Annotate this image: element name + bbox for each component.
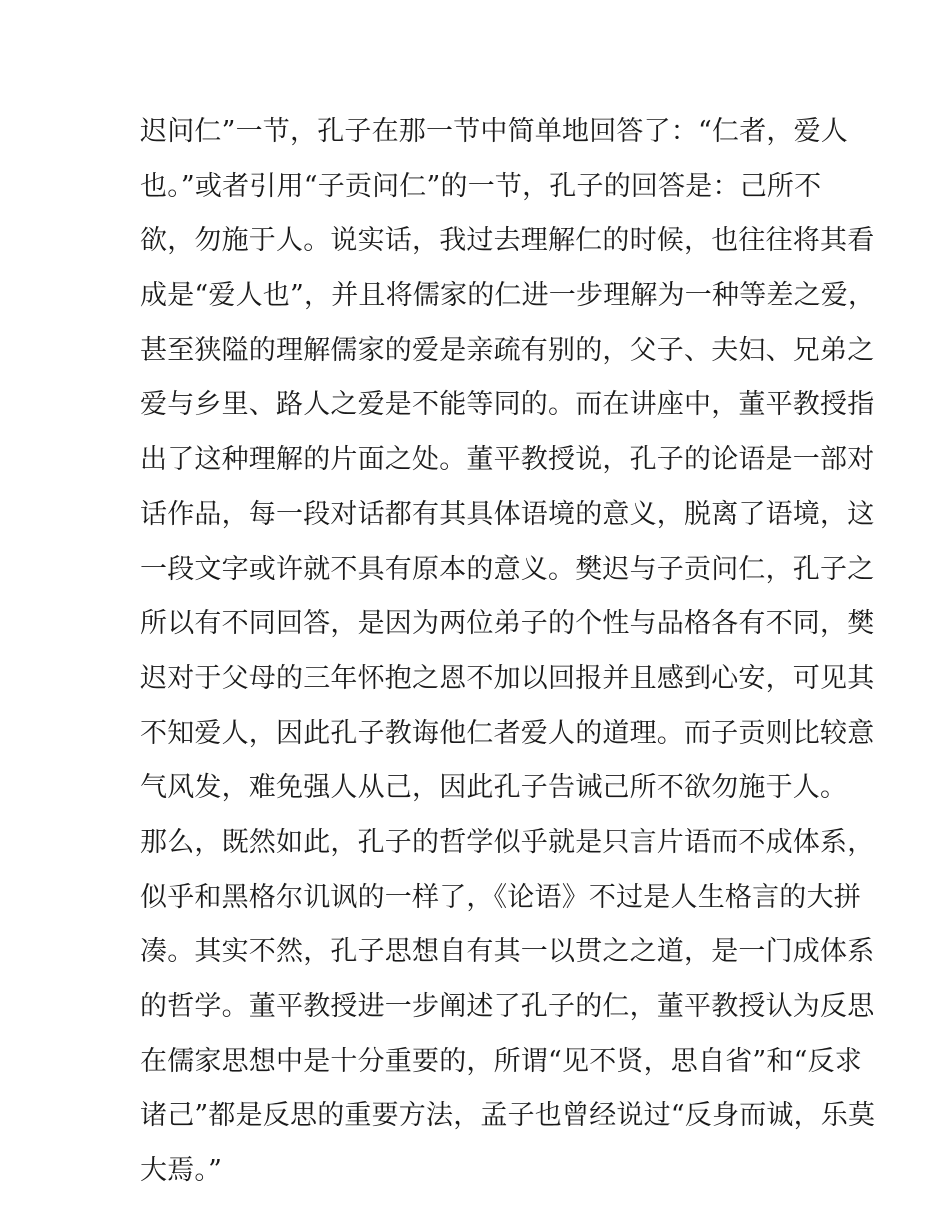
- text-line: 所以有不同回答，是因为两位弟子的个性与品格各有不同，樊: [140, 608, 875, 640]
- text-line: 大焉。”: [140, 1155, 223, 1187]
- text-line: 气风发，难免强人从己，因此孔子告诫己所不欲勿施于人。: [140, 772, 848, 804]
- text-line: 爱与乡里、路人之爱是不能等同的。而在讲座中，董平教授指: [140, 389, 875, 421]
- text-line: 欲，勿施于人。说实话，我过去理解仁的时候，也往往将其看: [140, 225, 875, 257]
- text-line: 的哲学。董平教授进一步阐述了孔子的仁，董平教授认为反思: [140, 991, 875, 1022]
- body-text: [140, 105, 876, 1199]
- text-line: 迟对于父母的三年怀抱之恩不加以回报并且感到心安，可见其: [140, 662, 875, 694]
- text-line: 不知爱人，因此孔子教诲他仁者爱人的道理。而子贡则比较意: [140, 717, 875, 749]
- text-line: 那么，既然如此，孔子的哲学似乎就是只言片语而不成体系，: [140, 826, 875, 858]
- text-line: 甚至狭隘的理解儒家的爱是亲疏有别的，父子、夫妇、兄弟之: [140, 334, 875, 366]
- text-line: 一段文字或许就不具有原本的意义。樊迟与子贡问仁，孔子之: [140, 553, 875, 585]
- text-line: 凑。其实不然，孔子思想自有其一以贯之之道，是一门成体系: [140, 936, 875, 968]
- text-line: 成是“爱人也”，并且将儒家的仁进一步理解为一种等差之爱，: [140, 280, 876, 312]
- text-line: 诸己”都是反思的重要方法，孟子也曾经说过“反身而诚，乐莫: [140, 1100, 876, 1132]
- text-line: 出了这种理解的片面之处。董平教授说，孔子的论语是一部对: [140, 444, 875, 476]
- text-line: 话作品，每一段对话都有其具体语境的意义，脱离了语境，这: [140, 498, 875, 530]
- text-line: 在儒家思想中是十分重要的，所谓“见不贤，思自省”和“反求: [140, 1045, 863, 1077]
- text-line: 也。”或者引用“子贡问仁”的一节，孔子的回答是：己所不: [140, 170, 822, 202]
- text-line: 似乎和黑格尔讥讽的一样了，《论语》不过是人生格言的大拼: [140, 881, 861, 913]
- text-line: 迟问仁”一节，孔子在那一节中简单地回答了：“仁者，爱人: [140, 116, 849, 147]
